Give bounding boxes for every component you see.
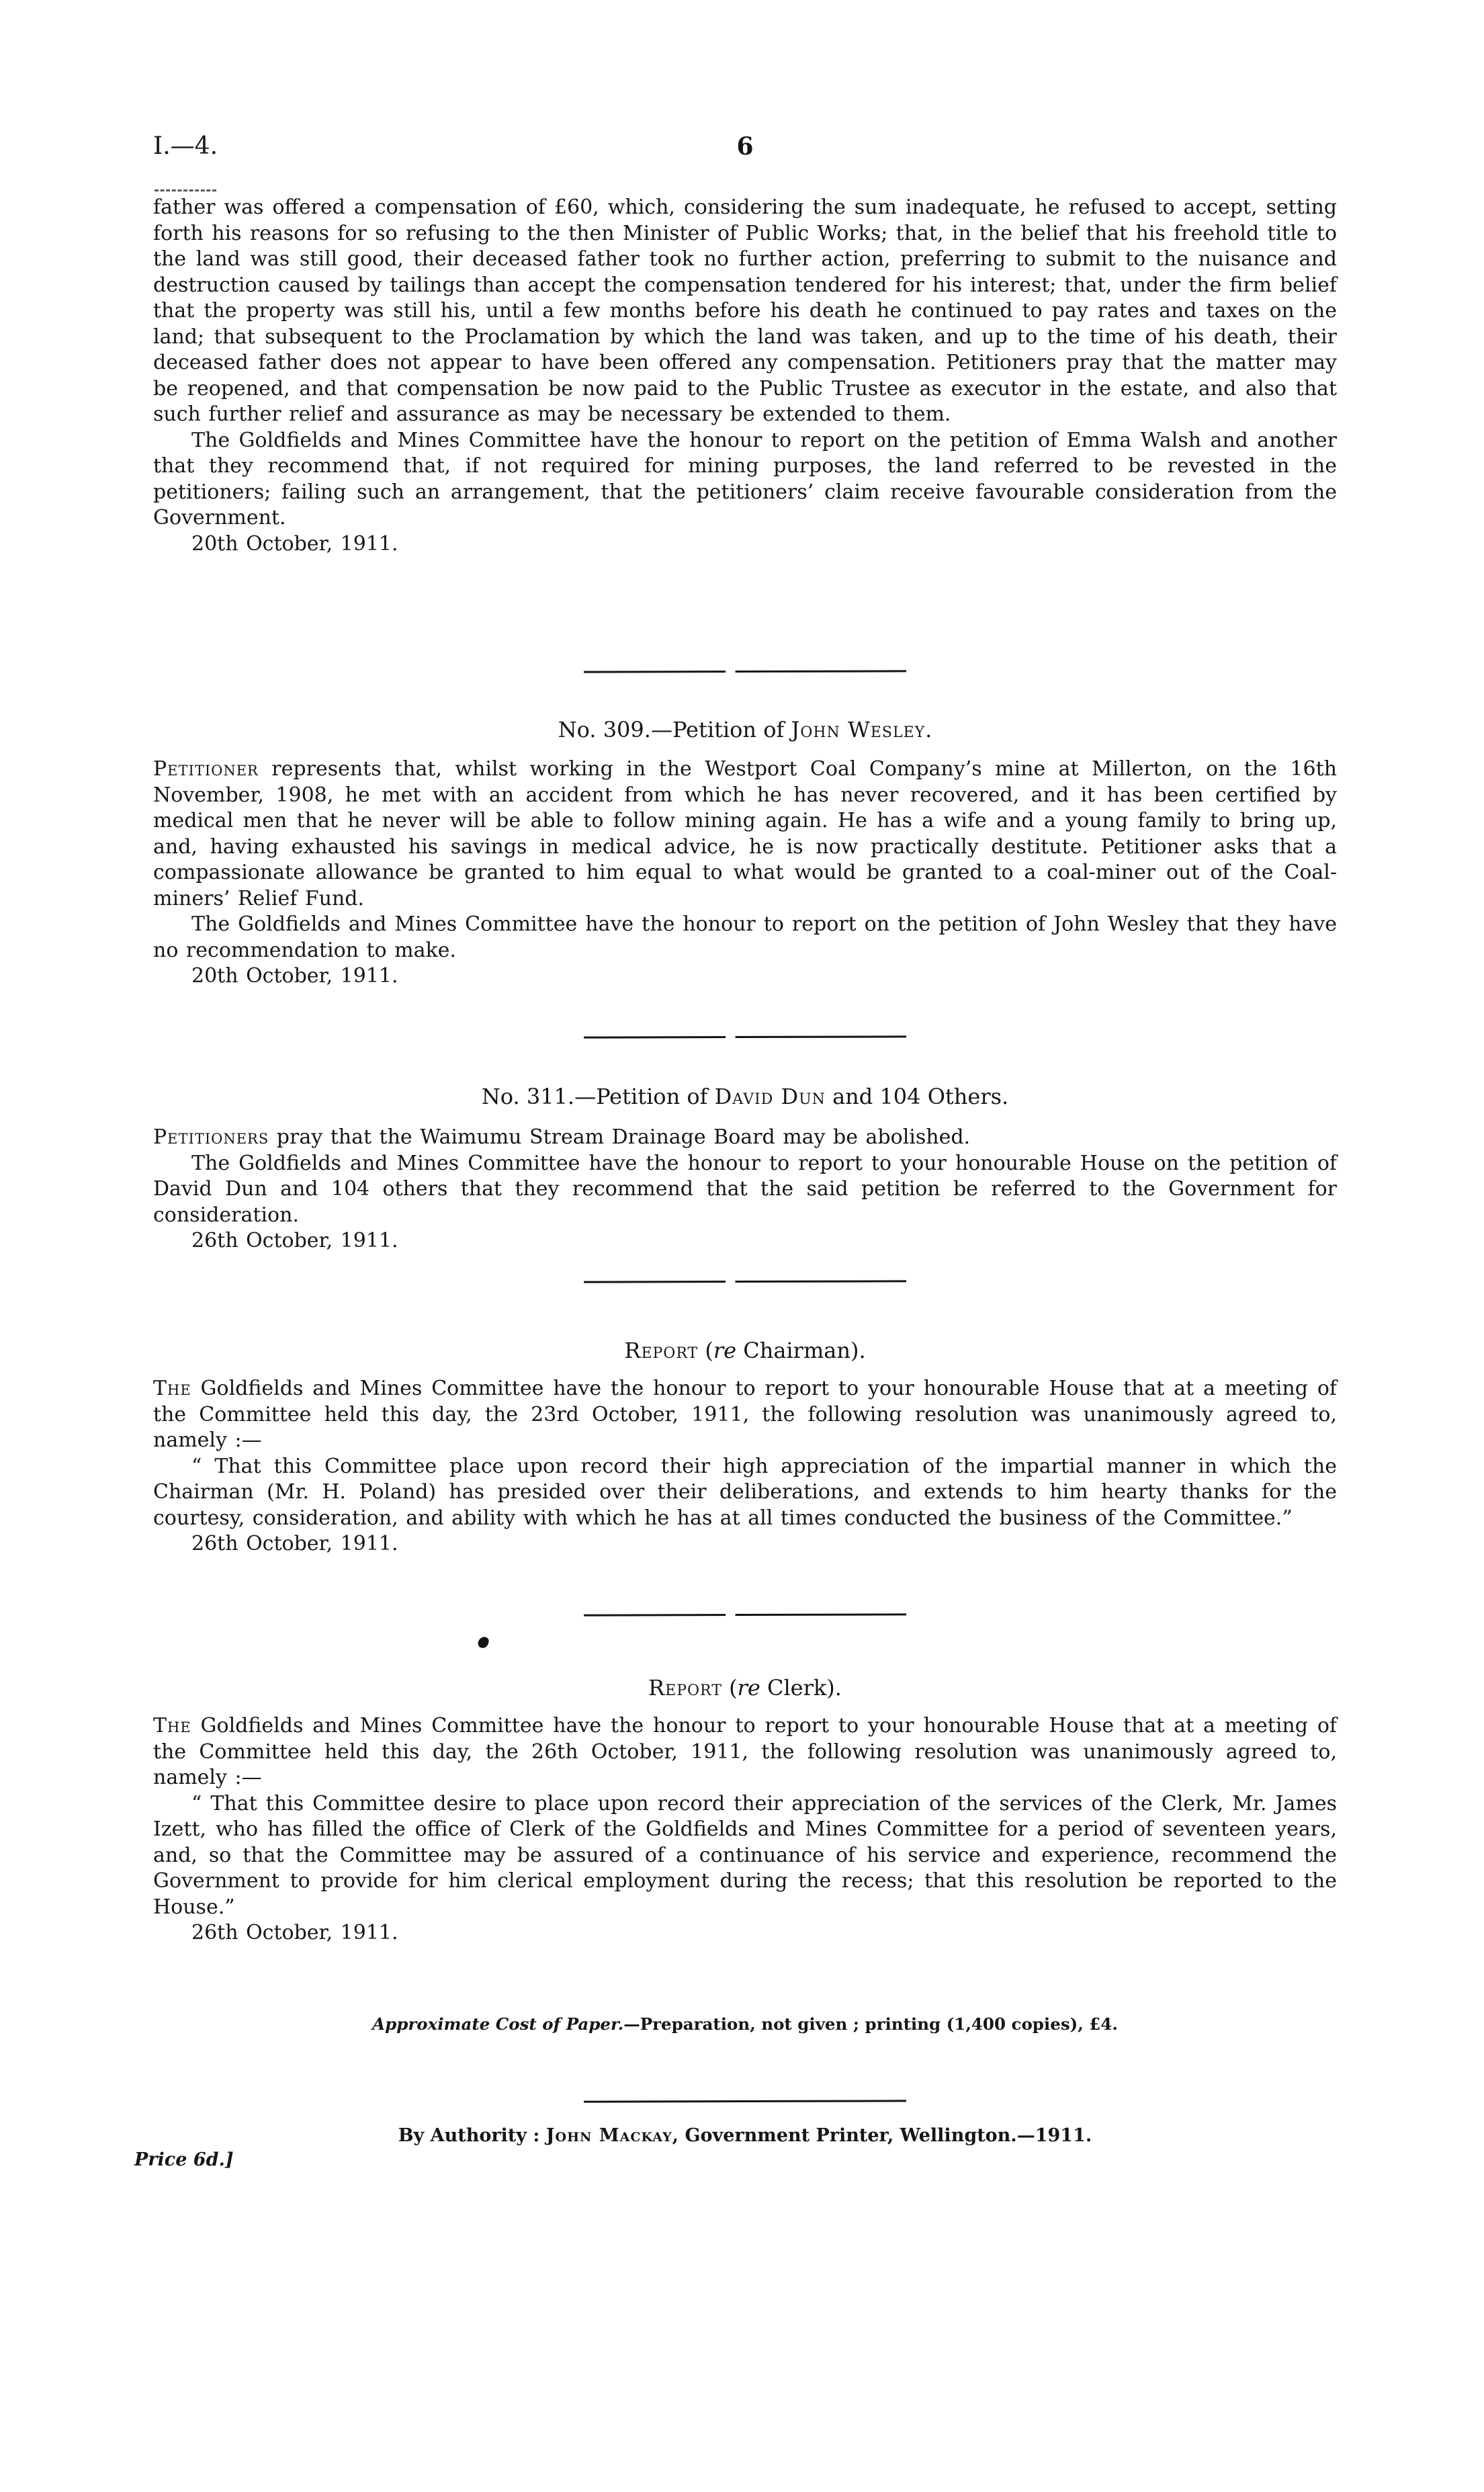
printer-name: John Mackay <box>545 2125 672 2146</box>
footer-divider <box>153 2100 1337 2102</box>
report-intro-paragraph <box>153 1713 1337 1791</box>
date-line: 26th October, 1911. <box>191 1229 398 1252</box>
authority-line <box>153 2124 1337 2147</box>
paragraph-text: represents that, whilst working in the Westport Coal Company’s mine at Millerton, on the 16th November, 1908, he met with an accident from which he has never recovered, and it has been certified by medical men that he never will be able to follow mining again. He has a wife and a young family to bring up, and, having exhausted his savings in medical advice, he is now practically destitute. Petitioner asks that a compassionate allowance be granted to him equal to what would be granted to a coal-miner out of the Coal-miners’ Relief Fund. <box>153 757 1337 910</box>
cost-text: —Preparation, not given ; printing (1,400 copies), £4. <box>623 2014 1118 2034</box>
smallcaps-lead: Petitioner <box>153 757 259 781</box>
section-divider <box>153 1036 1337 1038</box>
section-report-chairman <box>153 1376 1337 1557</box>
petition-paragraph <box>153 757 1337 912</box>
authority-prefix: By Authority : <box>398 2125 546 2146</box>
heading-suffix: . <box>925 717 932 742</box>
report-chairman-heading <box>153 1337 1337 1364</box>
heading-title: Report <box>648 1675 722 1701</box>
heading-rest: Clerk). <box>760 1675 842 1701</box>
scan-artifact-dashes <box>155 189 216 191</box>
section-petition-311 <box>153 1125 1337 1254</box>
heading-suffix: and 104 Others. <box>825 1084 1009 1109</box>
section-divider <box>153 671 1337 673</box>
date-line: 20th October, 1911. <box>191 964 398 988</box>
cost-label: Approximate Cost of Paper. <box>372 2014 624 2034</box>
committee-report-paragraph: The Goldfields and Mines Committee have the honour to report to your honourable House on the petition of David Dun and 104 others that they recommend that the said petition be referred to the Government for consideration. <box>153 1151 1337 1227</box>
paragraph-text: Goldfields and Mines Committee have the honour to report to your honourable House that at a meeting of the Committee held this day, the 26th October, 1911, the following resolution was unanimously agreed to, namely :— <box>153 1714 1337 1789</box>
heading-open: ( <box>698 1338 713 1363</box>
section-continuation <box>153 195 1337 557</box>
paragraph-text: Goldfields and Mines Committee have the honour to report to your honourable House that at a meeting of the Committee held this day, the 23rd October, 1911, the following resolution was unanimously agreed to, namely :— <box>153 1377 1337 1452</box>
heading-re: re <box>713 1338 737 1363</box>
date-line: 20th October, 1911. <box>191 531 398 556</box>
body-paragraph: father was offered a compensation of £60, which, considering the sum inadequate, he refused to accept, setting forth his reasons for so refusing to the then Minister of Public Works; that, in the belief that his freehold title to the land was still good, their deceased father took no further action, preferring to submit to the nuisance and destruction caused by tailings than accept the compensation tendered for his interest; that, under the firm belief that the property was still his, until a few months before his death he continued to pay rates and taxes on the land; that subsequent to the Proclamation by which the land was taken, and up to the time of his death, their deceased father does not appear to have been offered any compensation. Petitioners pray that the matter may be reopened, and that compensation be now paid to the Public Trustee as executor in the estate, and also that such further relief and assurance as may be necessary be extended to them. <box>153 196 1337 426</box>
section-petition-309 <box>153 757 1337 990</box>
cost-of-paper-line <box>153 2014 1337 2034</box>
section-report-clerk <box>153 1713 1337 1946</box>
heading-rest: Chairman). <box>736 1338 866 1363</box>
report-intro-paragraph <box>153 1376 1337 1454</box>
heading-open: ( <box>722 1675 738 1701</box>
report-clerk-heading <box>153 1674 1337 1701</box>
smallcaps-lead: The <box>153 1377 191 1400</box>
paragraph-text: pray that the Waimumu Stream Drainage Board may be abolished. <box>269 1125 971 1149</box>
resolution-paragraph: “ That this Committee place upon record their high appreciation of the impartial manner in which the Chairman (Mr. H. Poland) has presided over their deliberations, and extends to him hearty thanks for the courtesy, consideration, and ability with which he has at all times conducted the business of the Committee.” <box>153 1454 1337 1530</box>
committee-report-paragraph: The Goldfields and Mines Committee have the honour to report on the petition of Emma Walsh and another that they recommend that, if not required for mining purposes, the land referred to be revested in the petitioners; failing such an arrangement, that the petitioners’ claim receive favourable consideration from the Government. <box>153 428 1337 529</box>
date-line: 26th October, 1911. <box>191 1532 398 1555</box>
smallcaps-lead: The <box>153 1714 191 1737</box>
petition-311-heading <box>153 1083 1337 1110</box>
heading-prefix: No. 309.—Petition of <box>558 717 791 742</box>
petitioner-name: David Dun <box>714 1084 826 1109</box>
date-line: 26th October, 1911. <box>191 1921 398 1944</box>
section-divider <box>153 1281 1337 1283</box>
heading-title: Report <box>624 1338 699 1363</box>
smallcaps-lead: Petitioners <box>153 1125 269 1149</box>
heading-prefix: No. 311.—Petition of <box>481 1084 715 1109</box>
heading-re: re <box>737 1675 760 1701</box>
petition-paragraph <box>153 1125 1337 1151</box>
resolution-paragraph: “ That this Committee desire to place upon record their appreciation of the services of the Clerk, Mr. James Izett, who has filled the office of Clerk of the Goldfields and Mines Committee for a period of seventeen years, and, so that the Committee may be assured of a continuance of his service and experience, recommend the Government to provide for him clerical employment during the recess; that this resolution be reported to the House.” <box>153 1791 1337 1919</box>
page-number: 6 <box>736 132 754 161</box>
ink-spot-artifact <box>477 1635 490 1649</box>
price-label: Price 6d.] <box>134 2149 234 2170</box>
authority-suffix: , Government Printer, Wellington.—1911. <box>672 2125 1092 2146</box>
petitioner-name: John Wesley <box>791 717 926 742</box>
section-divider <box>153 1614 1337 1616</box>
document-reference: I.—4. <box>153 132 218 160</box>
petition-309-heading <box>153 716 1337 743</box>
committee-report-paragraph: The Goldfields and Mines Committee have the honour to report on the petition of John Wesley that they have no recommendation to make. <box>153 912 1337 962</box>
